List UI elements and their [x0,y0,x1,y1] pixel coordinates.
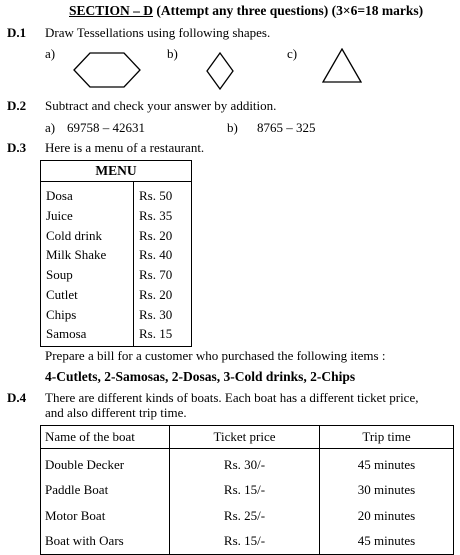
table-row [41,449,454,478]
menu-item-price: Rs. 15 [139,326,173,342]
question-text-d4-line1: There are different kinds of boats. Each boat has a different ticket price, [45,390,419,405]
question-number-d4: D.4 [7,390,27,405]
question-text-d2: Subtract and check your answer by addition. [45,98,277,113]
menu-item-price: Rs. 35 [139,207,173,223]
menu-item-price: Rs. 50 [139,188,173,203]
menu-item-name: Dosa [46,188,73,203]
question-text-d1: Draw Tessellations using following shapes. [45,25,271,40]
question-text-d3: Here is a menu of a restaurant. [45,140,205,155]
menu-title: MENU [41,161,192,182]
section-instructions: (Attempt any three questions) (3×6=18 marks) [156,3,424,18]
trip-time: 45 minutes [320,449,454,478]
option-label-c: c) [287,46,298,61]
column-header: Name of the boat [41,426,170,449]
question-number-d3: D.3 [7,140,27,155]
menu-item-name: Cold drink [46,227,102,243]
menu-item-price: Rs. 70 [139,267,173,282]
purchase-list: 4-Cutlets, 2-Samosas, 2-Dosas, 3-Cold drinks, 2-Chips [45,369,356,384]
rhombus-icon [205,52,235,90]
boat-name: Double Decker [41,449,170,478]
menu-item-names [41,182,134,347]
menu-item-price: Rs. 20 [139,286,173,302]
bill-prompt: Prepare a bill for a customer who purchased the following items : [45,348,386,363]
menu-item-price: Rs. 30 [139,306,173,322]
hexagon-icon [73,52,141,88]
part-label-b: b) [227,120,238,135]
section-title: SECTION – D [69,3,154,18]
menu-item-name: Samosa [46,326,87,342]
menu-item-price: Rs. 20 [139,227,173,243]
column-header: Ticket price [170,426,320,449]
menu-item-name: Chips [46,306,77,322]
subtraction-b: 8765 – 325 [257,120,316,135]
triangle-icon [322,48,362,84]
trip-time: 20 minutes [320,503,454,529]
menu-item-name: Juice [46,207,73,223]
boat-name: Boat with Oars [41,529,170,555]
question-text-d4-line2: and also different trip time. [45,405,187,420]
menu-item-name: Soup [46,267,73,282]
table-row [41,503,454,529]
ticket-price: Rs. 15/- [170,478,320,504]
boat-name: Motor Boat [41,503,170,529]
menu-table [40,160,192,347]
boats-table [40,425,454,555]
question-number-d2: D.2 [7,98,27,113]
section-header [69,3,423,19]
ticket-price: Rs. 15/- [170,529,320,555]
question-number-d1: D.1 [7,25,27,40]
menu-item-price: Rs. 40 [139,247,173,263]
menu-item-name: Milk Shake [46,247,107,263]
trip-time: 45 minutes [320,529,454,555]
menu-item-prices [134,182,192,347]
subtraction-a: 69758 – 42631 [67,120,145,135]
table-row [41,478,454,504]
boat-name: Paddle Boat [41,478,170,504]
ticket-price: Rs. 30/- [170,449,320,478]
ticket-price: Rs. 25/- [170,503,320,529]
part-label-a: a) [45,120,56,135]
option-label-a: a) [45,46,56,61]
column-header: Trip time [320,426,454,449]
menu-item-name: Cutlet [46,286,78,302]
trip-time: 30 minutes [320,478,454,504]
option-label-b: b) [167,46,178,61]
